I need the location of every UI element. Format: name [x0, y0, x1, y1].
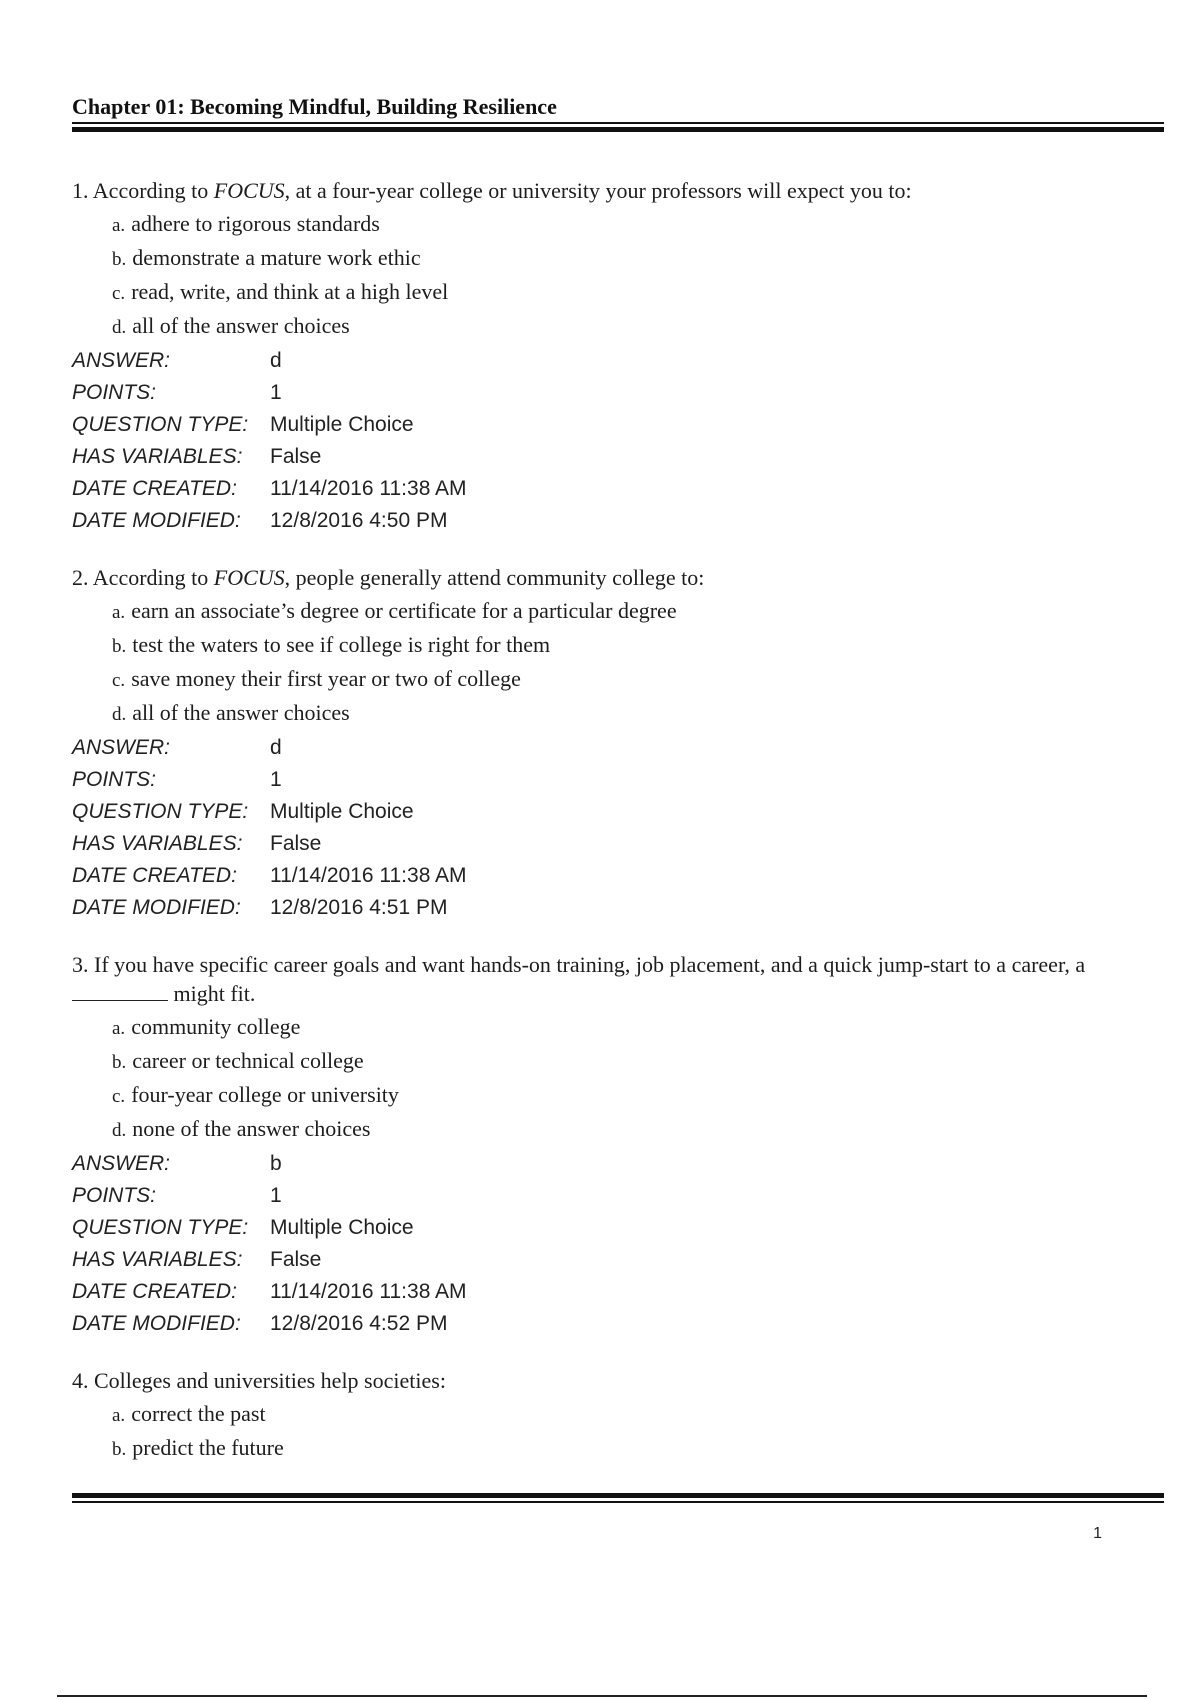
- date-created-label: DATE CREATED:: [72, 1280, 237, 1303]
- choice-letter: b.: [112, 636, 127, 657]
- answer-choices: [72, 594, 1164, 730]
- has-variables-row: [72, 828, 1164, 860]
- question-stem: [72, 176, 1164, 205]
- choice-text: correct the past: [131, 1401, 266, 1426]
- header-double-rule: [72, 122, 1164, 132]
- question-number: 1.: [72, 178, 89, 203]
- choice-letter: b.: [112, 249, 127, 270]
- choice-letter: d.: [112, 704, 127, 725]
- page-number: 1: [1093, 1525, 1102, 1542]
- question-number: 3.: [72, 952, 89, 977]
- answer-value: d: [270, 736, 282, 759]
- stem-text: , at a four-year college or university your professors will expect you to:: [284, 178, 912, 203]
- date-created-row: [72, 860, 1164, 892]
- question-stem: [72, 563, 1164, 592]
- has-variables-row: [72, 441, 1164, 473]
- choice-b: [112, 1044, 1164, 1078]
- has-variables-label: HAS VARIABLES:: [72, 445, 243, 468]
- date-modified-label: DATE MODIFIED:: [72, 509, 241, 532]
- answer-choices: [72, 207, 1164, 343]
- question-stem: [72, 1366, 1164, 1395]
- choice-c: [112, 662, 1164, 696]
- choice-b: [112, 628, 1164, 662]
- date-modified-value: 12/8/2016 4:52 PM: [270, 1312, 448, 1335]
- has-variables-label: HAS VARIABLES:: [72, 832, 243, 855]
- choice-text: save money their first year or two of college: [131, 666, 521, 691]
- choice-letter: a.: [112, 215, 126, 236]
- choice-text: four-year college or university: [131, 1082, 399, 1107]
- points-row: [72, 764, 1164, 796]
- answer-label: ANSWER:: [72, 349, 171, 372]
- question-number: 4.: [72, 1368, 89, 1393]
- date-created-row: [72, 473, 1164, 505]
- choice-c: [112, 275, 1164, 309]
- question-4: [72, 1366, 1164, 1465]
- points-value: 1: [270, 381, 282, 404]
- question-type-row: [72, 796, 1164, 828]
- date-created-row: [72, 1276, 1164, 1308]
- answer-row: [72, 1148, 1164, 1180]
- page-bottom-divider: [57, 1695, 1147, 1697]
- date-created-label: DATE CREATED:: [72, 864, 237, 887]
- question-type-row: [72, 1212, 1164, 1244]
- choice-text: none of the answer choices: [132, 1116, 371, 1141]
- question-number: 2.: [72, 565, 89, 590]
- question-type-label: QUESTION TYPE:: [72, 413, 249, 436]
- choice-text: career or technical college: [132, 1048, 364, 1073]
- choice-letter: d.: [112, 317, 127, 338]
- stem-text: Colleges and universities help societies:: [94, 1368, 446, 1393]
- choice-letter: c.: [112, 283, 126, 304]
- has-variables-value: False: [270, 1248, 322, 1271]
- answer-choices: [72, 1397, 1164, 1465]
- date-modified-label: DATE MODIFIED:: [72, 1312, 241, 1335]
- answer-label: ANSWER:: [72, 736, 171, 759]
- stem-text: According to: [92, 178, 214, 203]
- answer-value: b: [270, 1152, 282, 1175]
- choice-text: adhere to rigorous standards: [131, 211, 380, 236]
- question-type-value: Multiple Choice: [270, 800, 414, 823]
- date-modified-row: [72, 1308, 1164, 1340]
- choice-text: predict the future: [132, 1435, 284, 1460]
- choice-text: test the waters to see if college is right for them: [132, 632, 551, 657]
- choice-c: [112, 1078, 1164, 1112]
- choice-a: [112, 594, 1164, 628]
- choice-letter: a.: [112, 1018, 126, 1039]
- date-created-value: 11/14/2016 11:38 AM: [270, 864, 467, 887]
- answer-value: d: [270, 349, 282, 372]
- fill-in-blank: [72, 980, 168, 1001]
- question-1: [72, 176, 1164, 537]
- points-label: POINTS:: [72, 1184, 157, 1207]
- points-row: [72, 1180, 1164, 1212]
- has-variables-value: False: [270, 445, 322, 468]
- choice-letter: b.: [112, 1052, 127, 1073]
- stem-text: If you have specific career goals and want hands-on training, job placement, and a quick jump-start to a career, a: [94, 952, 1086, 977]
- has-variables-row: [72, 1244, 1164, 1276]
- stem-text: might fit.: [168, 981, 256, 1006]
- question-type-row: [72, 409, 1164, 441]
- chapter-title: Chapter 01: Becoming Mindful, Building Resilience: [72, 94, 557, 119]
- answer-row: [72, 345, 1164, 377]
- choice-letter: d.: [112, 1120, 127, 1141]
- choice-letter: c.: [112, 1086, 126, 1107]
- points-value: 1: [270, 768, 282, 791]
- date-created-label: DATE CREATED:: [72, 477, 237, 500]
- choice-letter: b.: [112, 1439, 127, 1460]
- question-type-label: QUESTION TYPE:: [72, 800, 249, 823]
- question-metadata: [72, 732, 1164, 924]
- choice-text: read, write, and think at a high level: [131, 279, 449, 304]
- answer-row: [72, 732, 1164, 764]
- question-2: [72, 563, 1164, 924]
- question-stem: [72, 950, 1164, 1008]
- choice-d: [112, 696, 1164, 730]
- choice-a: [112, 207, 1164, 241]
- footer-double-rule: [72, 1493, 1164, 1503]
- question-type-value: Multiple Choice: [270, 413, 414, 436]
- question-list: [72, 176, 1164, 1491]
- question-metadata: [72, 1148, 1164, 1340]
- has-variables-value: False: [270, 832, 322, 855]
- choice-a: [112, 1010, 1164, 1044]
- question-type-value: Multiple Choice: [270, 1216, 414, 1239]
- choice-letter: a.: [112, 1405, 126, 1426]
- stem-text: , people generally attend community college to:: [284, 565, 705, 590]
- answer-choices: [72, 1010, 1164, 1146]
- document-page: [72, 0, 1164, 1700]
- question-3: [72, 950, 1164, 1340]
- points-label: POINTS:: [72, 381, 157, 404]
- choice-b: [112, 1431, 1164, 1465]
- choice-text: earn an associate’s degree or certificate for a particular degree: [131, 598, 677, 623]
- choice-text: demonstrate a mature work ethic: [132, 245, 421, 270]
- choice-d: [112, 1112, 1164, 1146]
- points-label: POINTS:: [72, 768, 157, 791]
- date-modified-label: DATE MODIFIED:: [72, 896, 241, 919]
- choice-d: [112, 309, 1164, 343]
- has-variables-label: HAS VARIABLES:: [72, 1248, 243, 1271]
- choice-b: [112, 241, 1164, 275]
- answer-label: ANSWER:: [72, 1152, 171, 1175]
- choice-text: all of the answer choices: [132, 313, 350, 338]
- points-row: [72, 377, 1164, 409]
- choice-letter: c.: [112, 670, 126, 691]
- book-title: FOCUS: [213, 178, 285, 203]
- date-modified-value: 12/8/2016 4:51 PM: [270, 896, 448, 919]
- question-metadata: [72, 345, 1164, 537]
- choice-text: all of the answer choices: [132, 700, 350, 725]
- choice-letter: a.: [112, 602, 126, 623]
- points-value: 1: [270, 1184, 282, 1207]
- date-created-value: 11/14/2016 11:38 AM: [270, 477, 467, 500]
- date-modified-value: 12/8/2016 4:50 PM: [270, 509, 448, 532]
- date-modified-row: [72, 892, 1164, 924]
- choice-a: [112, 1397, 1164, 1431]
- choice-text: community college: [131, 1014, 301, 1039]
- book-title: FOCUS: [213, 565, 285, 590]
- date-modified-row: [72, 505, 1164, 537]
- date-created-value: 11/14/2016 11:38 AM: [270, 1280, 467, 1303]
- question-type-label: QUESTION TYPE:: [72, 1216, 249, 1239]
- stem-text: According to: [92, 565, 214, 590]
